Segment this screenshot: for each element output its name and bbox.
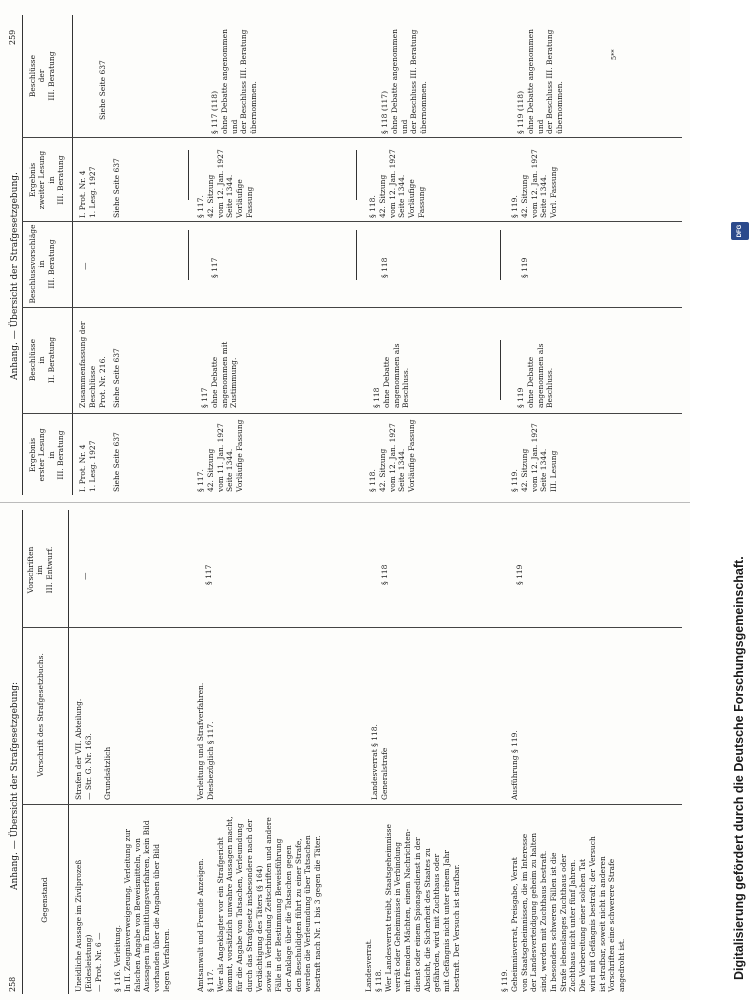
right-header-3: Beschlussvorschläge in III. Beratung — [28, 224, 56, 304]
right-row2-c2: Siehe Seite 637 — [112, 348, 121, 408]
dfg-sidebar — [690, 0, 746, 1000]
left-col3-header: Vorschriften im III. Entwurf. — [26, 546, 54, 594]
dfg-credit-text: Digitalisierung gefördert durch die Deutsche Forschungsgemeinschaft. — [732, 556, 746, 980]
left-row3-col3: § 118 — [380, 564, 389, 585]
right-row4-c4: § 118. 42. Sitzung vom 12. Jan. 1927 Seite 1344. Vorläufige Fassung — [368, 149, 426, 218]
left-vrule-2 — [22, 627, 682, 628]
left-top-rule — [22, 510, 23, 994]
right-header-2: Beschlüsse in II. Beratung — [28, 336, 56, 384]
page-spine — [0, 502, 690, 503]
right-sep-3 — [356, 230, 357, 280]
left-row1-col2: Strafen der VII. Abteilung. — Str. G. Nr. 163. Grundsätzlich — [74, 698, 113, 800]
right-sep-1 — [188, 230, 189, 280]
left-row3-col1: Landesverrat. § 118. Wer Landesverrat treibt, Staatsgeheimnisse verrät oder Geheimnisse in Verbindung mit fremden Mächten, einem Nachrichten- dienst oder einem Spionagedienst in der Absicht, die Sicherheit des Staates zu gefährden, wird mit Zuchthaus oder mit Gefängnis nicht unter einem Jahr bestraft. Der Versuch ist strafbar. — [364, 824, 461, 992]
left-col2-header: Vorschrift des Strafgesetzbuchs. — [36, 653, 45, 777]
left-row4-col1: § 119. Geheimnisverrat, Preisgabe, Verrat von Staatsgeheimnissen, die im Interesse der Landesverteidigung geheim zu halten sind, werden mit Zuchthaus bestraft. In besonders schweren Fällen ist die Strafe lebenslanges Zuchthaus oder Zuchthaus nicht unter fünf Jahren. Die Vorbereitung einer solchen Tat wird mit Gefängnis bestraft; der Versuch ist strafbar, soweit nicht in anderen Vorschriften eine schwerere Strafe angedroht ist. — [500, 832, 626, 992]
left-row4-col3: § 119 — [515, 564, 524, 585]
left-row2-col2: Verleitung und Strafverfahren. Diesbezüglich § 117. — [196, 682, 215, 800]
right-header-4: Ergebnis zweiter Lesung in III. Beratung — [28, 150, 66, 210]
right-row5-c4: § 119. 42. Sitzung vom 12. Jan. 1927 Seite 1344. Vorl. Fassung — [510, 149, 558, 218]
dfg-logo: DFG — [731, 222, 749, 240]
right-row3-c5: § 117 (118) ohne Debatte angenommen und der Beschluss III. Beratung übernommen. — [210, 29, 258, 134]
right-header-1: Ergebnis erster Lesung in III. Beratung — [28, 428, 66, 482]
right-sep-4 — [356, 150, 357, 200]
right-vrule-1 — [22, 413, 682, 414]
right-row2-c1: Siehe Seite 637 — [112, 432, 121, 492]
right-header-5: Beschlüsse der III. Beratung — [28, 51, 56, 101]
right-row1-c2: Zusammenfassung der Beschlüsse Prot. Nr. 216. — [78, 321, 107, 408]
left-header-rule — [68, 510, 69, 994]
right-row1-c5: Siehe Seite 637 — [98, 60, 107, 120]
right-sep-5 — [500, 340, 501, 400]
right-row4-c2: § 118 ohne Debatte angenommen als Beschluss. — [372, 343, 411, 408]
right-row2-c4: Siehe Seite 637 — [112, 158, 121, 218]
right-row5-c1: § 119. 42. Sitzung vom 12. Jan. 1927 Seite 1344. III. Lesung — [510, 423, 558, 492]
left-row4-col2: Ausführung § 119. — [510, 730, 519, 800]
right-row4-c5: § 118 (117) ohne Debatte angenommen und der Beschluss III. Beratung übernommen. — [380, 29, 428, 134]
right-row1-c1: I. Prot. Nr. 4 1. Lesg. 1927 — [78, 440, 97, 492]
left-row2-col1: Amtsanwalt und Fremde Anzeigen. § 117. Wer als Angeklagter vor ein Strafgericht kommt, vorsätzlich unwahre Aussagen macht, für die Angabe von Tatsachen, Verleumdung durch das Strafgesetz insbesondere nach der Verdächtigung des Täters (§ 164) sowie in Verbindung Zeitschriften und andere Fälle in der Bestimmung Beweisführung der Anklage über die Tatsachen gegen den Beschuldigten führt zu einer Strafe, werden die Verleumdung über Tatsachen bestraft nach Nr. 1 bis 3 gegen die Täter. — [196, 816, 322, 992]
dfg-credit-rotated — [723, 0, 756, 1000]
right-sep-6 — [500, 230, 501, 280]
page-number-left: 258 — [8, 976, 17, 992]
footnote-mark: 5** — [610, 49, 618, 60]
right-top-rule — [22, 15, 23, 495]
right-row1-c3: — — [80, 262, 89, 270]
right-vrule-2 — [22, 307, 682, 308]
right-row3-c4: § 117. 42. Sitzung vom 12. Jan. 1927 Seite 1344. Vorläufige Fassung — [196, 149, 254, 218]
right-row3-c2: § 117 ohne Debatte angenommen mit Zustimmung. — [200, 341, 239, 408]
right-row5-c2: § 119 ohne Debatte angenommen als Beschluss. — [516, 343, 555, 408]
right-row1-c4: I. Prot. Nr. 4 1. Lesg. 1927 — [78, 166, 97, 218]
right-row3-c1: § 117. 42. Sitzung vom 11. Jan. 1927 Seite 1344. Vorläufige Fassung — [196, 419, 244, 492]
left-row1-col3: — — [80, 572, 89, 580]
left-col1-header: Gegenstand — [40, 877, 49, 923]
right-header-rule — [72, 15, 73, 495]
right-sep-2 — [188, 150, 189, 200]
left-row1-col1: Uneidliche Aussage im Zivilprozeß (Eidesleistung) — Prot. Nr. 6 — § 116. Verleitung. In II. Zeugnisverweigerung, Verleitung zur falschen Angabe von Beweismitteln, von Aussagen im Ermittlungsverfahren, kein Bild vorhanden über die Angaben über Bild legen Verfahren. — [74, 820, 171, 992]
right-vrule-3 — [22, 221, 682, 222]
right-table-title: Anhang. — Übersicht der Strafgesetzgebung. — [10, 172, 20, 380]
left-vrule-1 — [22, 804, 682, 805]
right-row4-c1: § 118. 42. Sitzung vom 12. Jan. 1927 Seite 1344. Vorläufige Fassung — [368, 419, 416, 492]
left-row2-col3: § 117 — [204, 564, 213, 585]
right-row5-c5: § 119 (118) ohne Debatte angenommen und der Beschluss III. Beratung übernommen. — [516, 29, 564, 134]
right-row3-c3: § 117 — [210, 257, 219, 278]
right-row5-c3: § 119 — [520, 257, 529, 278]
right-row4-c3: § 118 — [380, 257, 389, 278]
left-table-title: Anhang. — Übersicht der Strafgesetzgebung: — [10, 681, 20, 890]
right-vrule-4 — [22, 137, 682, 138]
left-row3-col2: Landesverrat § 118. Generalstrafe — [370, 724, 389, 800]
page-number-right: 259 — [8, 29, 17, 45]
